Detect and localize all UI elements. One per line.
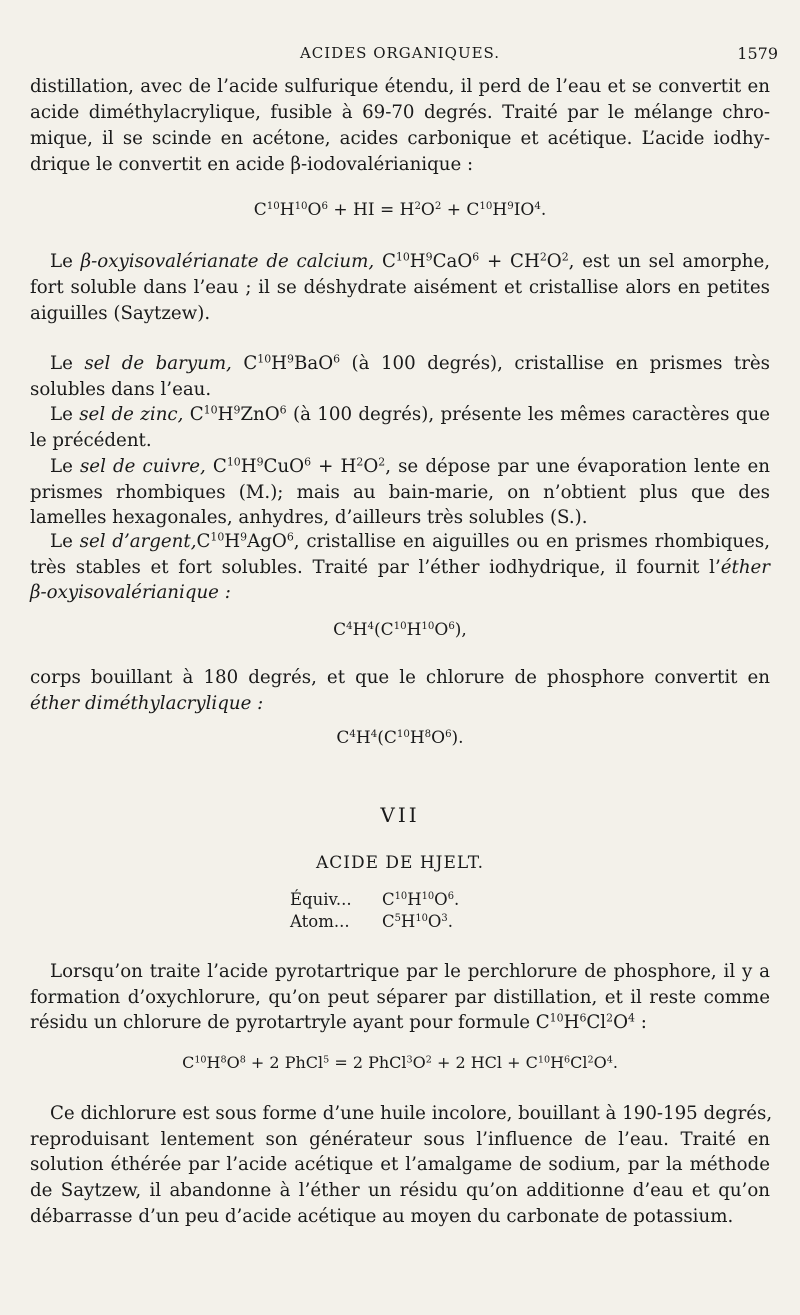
formula-ether-dimethyl: $C^4H^4(C^{10}H^8O^6)$. <box>336 728 464 748</box>
equiv-row: Équiv... $C^{10}H^{10}O^6$. <box>290 890 460 909</box>
ether-name: β-oxyisovalérianique : <box>30 582 231 603</box>
zinc-line: Le sel de zinc, $C^{10}H^9ZnO^6$ (à 100 degrés), présente les mêmes caractères que <box>50 403 770 425</box>
text-line: de Saytzew, il abandonne à l’éther un résidu qu’on additionne d’eau et qu’on <box>30 1180 770 1201</box>
calcium-salt-name: β-oxyisovalérianate de calcium, <box>80 251 375 272</box>
text-line: prismes rhombiques (M.); mais au bain-marie, on n’obtient plus que des <box>30 482 770 503</box>
text-line: Lorsqu’on traite l’acide pyrotartrique par le perchlorure de phosphore, il y a <box>50 961 770 982</box>
page-number: 1579 <box>737 44 778 63</box>
zinc-salt-name: sel de zinc, <box>79 404 184 425</box>
argent-line: Le sel $d’argent,C^{10}H^9AgO^6$, cristallise en aiguilles ou en prismes rhombiques, <box>50 530 770 552</box>
text-line: acide diméthylacrylique, fusible à 69-70 degrés. Traité par le mélange chro- <box>30 102 770 123</box>
text-line: formation d’oxychlorure, qu’on peut séparer par distillation, et il reste comme <box>30 987 770 1008</box>
ether-name: éther diméthylacrylique : <box>30 693 264 714</box>
formula-ether: $C^4H^4(C^{10}H^{10}O^6)$, <box>333 620 467 640</box>
text-line: aiguilles (Saytzew). <box>30 303 211 324</box>
text-line: résidu un chlorure de pyrotartryle ayant pour formule $C^{10}H^6Cl^2O^4$ : <box>30 1011 647 1033</box>
text-line: drique le convertit en acide β-iodovalérianique : <box>30 154 474 175</box>
text-line: Ce dichlorure est sous forme d’une huile incolore, bouillant à 190-195 degrés, <box>50 1103 773 1124</box>
text-line: mique, il se scinde en acétone, acides carbonique et acétique. L’acide iodhy- <box>30 128 770 149</box>
text-line: très stables et fort solubles. Traité par l’éther iodhydrique, il fournit l’éther <box>30 557 770 578</box>
argent-salt-name: sel d’argent, <box>79 531 197 552</box>
text-line: solubles dans l’eau. <box>30 379 212 400</box>
text-line: distillation, avec de l’acide sulfurique étendu, il perd de l’eau et se convertit en <box>30 76 770 97</box>
baryum-line: Le sel de baryum, $C^{10}H^9BaO^6$ (à 100 degrés), cristallise en prismes très <box>50 352 771 374</box>
equation-hi: $C^{10}H^{10}O^6$ + HI = $H^2O^2 + C^{10}H^9IO^4$. <box>253 200 547 220</box>
equation-perchlorure: $C^{10}H^8O^8 + 2$ PhCl$^5$ = 2 $PhCl^3O^2 + 2$ HCl + $C^{10}H^6Cl^2O^4$. <box>182 1053 618 1072</box>
section-number: VII <box>380 803 420 827</box>
text-line: reproduisant lentement son générateur sous l’influence de l’eau. Traité en <box>30 1129 770 1150</box>
running-header: ACIDES ORGANIQUES. <box>299 44 501 62</box>
cuivre-line: Le sel de cuivre, $C^{10}H^9CuO^6 + H^2O^2$, se dépose par une évaporation lente en <box>50 455 771 477</box>
text-line: lamelles hexagonales, anhydres, d’ailleurs très solubles (S.). <box>30 507 588 528</box>
text-line: fort soluble dans l’eau ; il se déshydrate aisément et cristallise alors en petites <box>30 277 770 298</box>
section-title: ACIDE DE HJELT. <box>315 853 485 873</box>
text-line: débarrasse d’un peu d’acide acétique au moyen du carbonate de potassium. <box>30 1206 734 1227</box>
cuivre-salt-name: sel de cuivre, <box>79 456 206 477</box>
baryum-salt-name: sel de baryum, <box>84 353 232 374</box>
text-line: solution éthérée par l’acide acétique et l’amalgame de sodium, par la méthode <box>30 1154 770 1175</box>
atom-row: Atom... $C^5H^{10}O^3$. <box>290 912 453 931</box>
text-line: le précédent. <box>30 430 152 451</box>
calcium-line: Le β-oxyisovalérianate de calcium, $C^{10}H^9CaO^6 + CH^2O^2$, est un sel amorphe, <box>50 250 771 272</box>
text-line: corps bouillant à 180 degrés, et que le chlorure de phosphore convertit en <box>30 667 770 688</box>
